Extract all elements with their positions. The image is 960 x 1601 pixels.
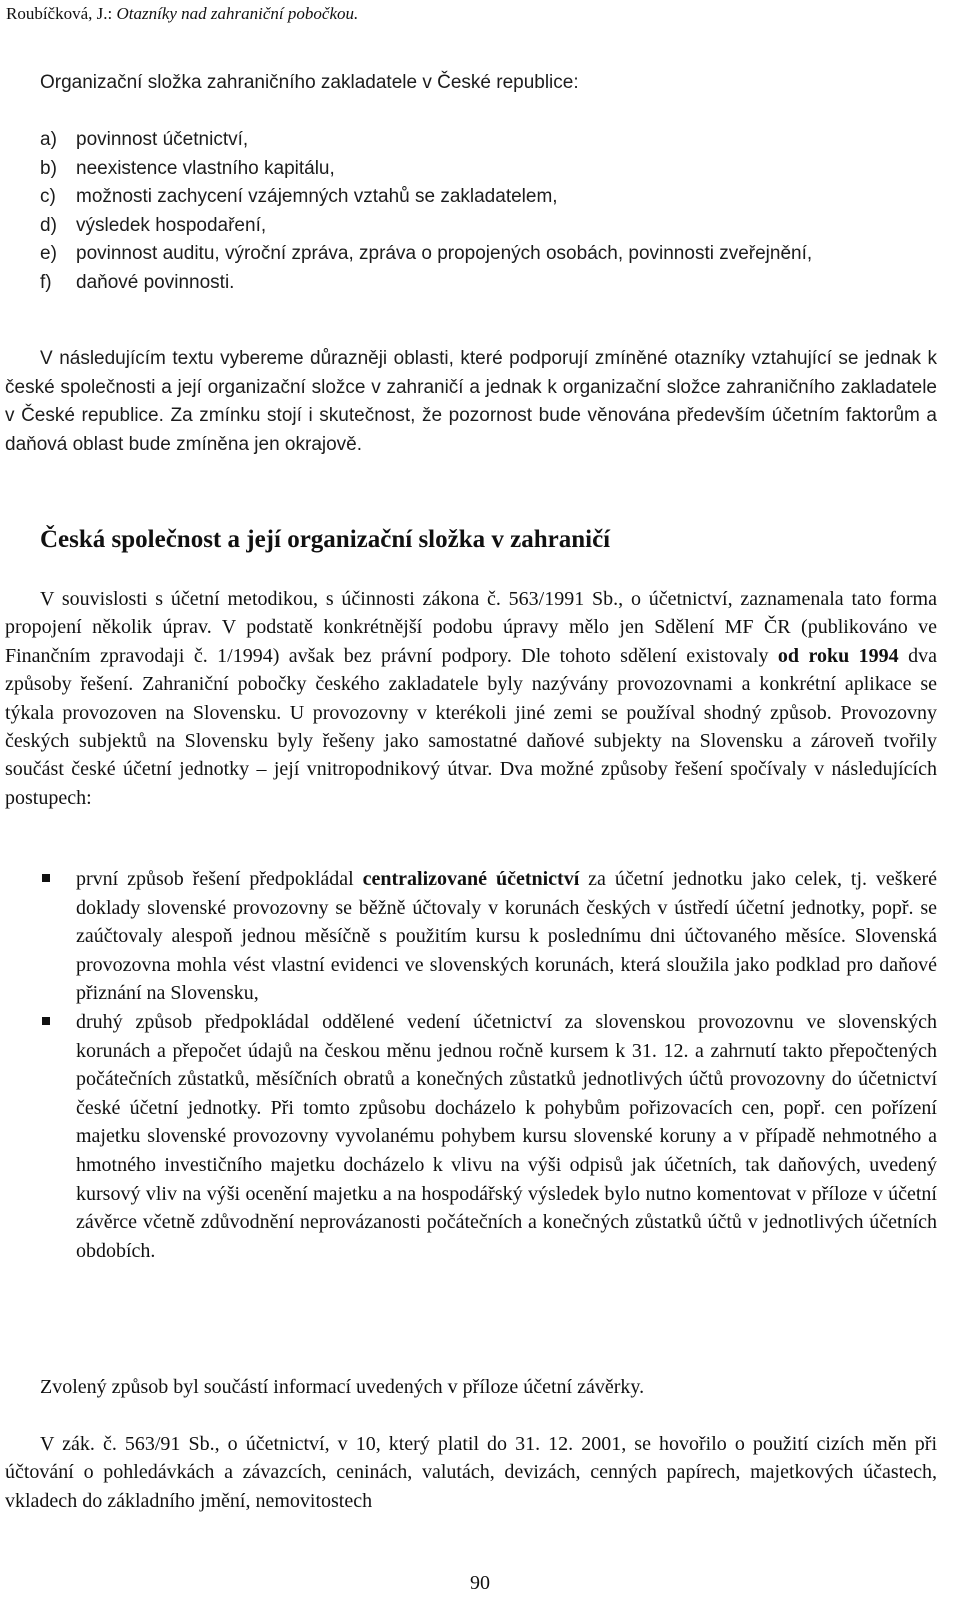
bullet-text-part: první způsob řešení předpokládal [76,868,363,890]
page-number: 90 [470,1572,490,1594]
paragraph-choice: Zvolený způsob byl součástí informací uvedených v příloze účetní závěrky. [40,1376,645,1398]
bullet-text [76,865,937,1008]
intro-line: Organizační složka zahraničního zakladatele v České republice: [40,72,579,93]
square-bullet-icon [40,865,76,1008]
header-title: Otazníky nad zahraniční pobočkou. [116,4,359,23]
list-text: výsledek hospodaření, [76,214,267,236]
bullet-item [40,865,937,1008]
list-marker: a) [40,129,57,150]
list-text: neexistence vlastního kapitálu, [76,157,335,179]
bullet-text-part: druhý způsob předpokládal oddělené vedení účetnictví za slovenskou provozovnu ve slovenských korunách a přepočet údajů na českou měnu jednou ročně kursem k 31. 12. a zahrnutí takto přepočtených počátečních zůstatků, měsíčních obratů a konečných zůstatků jednotlivých účtů provozovny do účetnictví české účetní jednotky. Při tomto způsobu docházelo k pohybům pořizovacích cen, popř. cen pořízení majetku slovenské provozovny vyvolanému pohybem kursu slovenské koruny a v případě nehmotného a hmotného investičního majetku docházelo k vlivu na výši odpisů jak účetních, tak daňových, uvedený kursový vliv na výši ocenění majetku a na hospodářský výsledek bylo nutno komentovat v příloze v účetní závěrce včetně zdůvodnění neprovázanosti počátečních a konečných zůstatků účtů v jednotlivých účetních obdobích. [76,1010,937,1262]
square-bullet-icon [40,1008,76,1265]
list-text: možnosti zachycení vzájemných vztahů se zakladatelem, [76,186,558,208]
running-head [6,4,358,24]
list-item [40,240,940,269]
bullet-text [76,1008,937,1265]
list-item [40,269,940,298]
bullet-list [40,865,937,1265]
emphasis-text: centralizované účetnictví [362,868,580,890]
list-marker: e) [40,243,57,265]
paragraph-text: V souvislosti s účetní metodikou, s účinnosti zákona č. 563/1991 Sb., o účetnictví, zaznamenala tato forma propojení několik úprav. V podstatě konkrétnější podobu úpravy mělo jen Sdělení MF ČR (publikováno ve Finančním zpravodaji č. 1/1994) avšak bez právní podpory. Dle tohoto sdělení existovaly [5,588,937,667]
list-marker: d) [40,214,57,236]
paragraph-intro: V následujícím textu vybereme důrazněji oblasti, které podporují zmíněné otazníky vztahující se jednak k české společnosti a její organizační složce v zahraničí a jednak k organizační složce zahraničního zakladatele v České republice. Za zmínku stojí i skutečnost, že pozornost bude věnována především účetním faktorům a daňová oblast bude zmíněna jen okrajově. [5,348,937,455]
emphasis-text: od roku 1994 [777,644,899,667]
list-marker: c) [40,186,56,208]
list-item [40,183,940,212]
header-author: Roubíčková, J.: [6,4,113,23]
paragraph-law: V zák. č. 563/91 Sb., o účetnictví, v 10, který platil do 31. 12. 2001, se hovořilo o použití cizích měn při účtování o pohledávkách a závazcích, ceninách, valutách, devizách, cenných papírech, majetkových účastech, vkladech do základního jmění, nemovitostech [5,1433,937,1512]
list-marker: f) [40,271,52,293]
list-text: daňové povinnosti. [76,271,235,293]
bullet-text-part: za účetní jednotku jako celek, tj. veškeré doklady slovenské provozovny se běžně účtovaly v korunách českých v ústředí účetní jednotky, popř. se zaúčtovaly alespoň jednou měsíčně s použitím kursu k poslednímu dni účtovaného měsíce. Slovenská provozovna mohla vést vlastní evidenci ve slovenských korunách, která sloužila jako podklad pro daňové přiznání na Slovensku, [76,868,937,1005]
paragraph-methodology [5,585,937,812]
feature-list [40,126,940,298]
section-heading: Česká společnost a její organizační složka v zahraničí [40,526,611,553]
list-text: povinnost účetnictví, [76,129,249,150]
list-text: povinnost auditu, výroční zpráva, zpráva o propojených osobách, povinnosti zveřejnění, [76,243,813,265]
list-item [40,212,940,241]
paragraph-text: dva způsoby řešení. Zahraniční pobočky českého zakladatele byly nazývány provozovnami a konkrétní aplikace se týkala provozoven na Slovensku. U provozovny v kterékoli jiné zemi se používal shodný způsob. Provozovny českých subjektů na Slovensku byly řešeny jako samostatné daňové subjekty na Slovensku a zároveň tvořily součást české účetní jednotky – její vnitropodnikový útvar. Dva možné způsoby řešení spočívaly v následujících postupech: [5,644,937,809]
list-item [40,155,940,184]
list-marker: b) [40,157,57,179]
list-item [40,126,940,155]
bullet-item [40,1008,937,1265]
